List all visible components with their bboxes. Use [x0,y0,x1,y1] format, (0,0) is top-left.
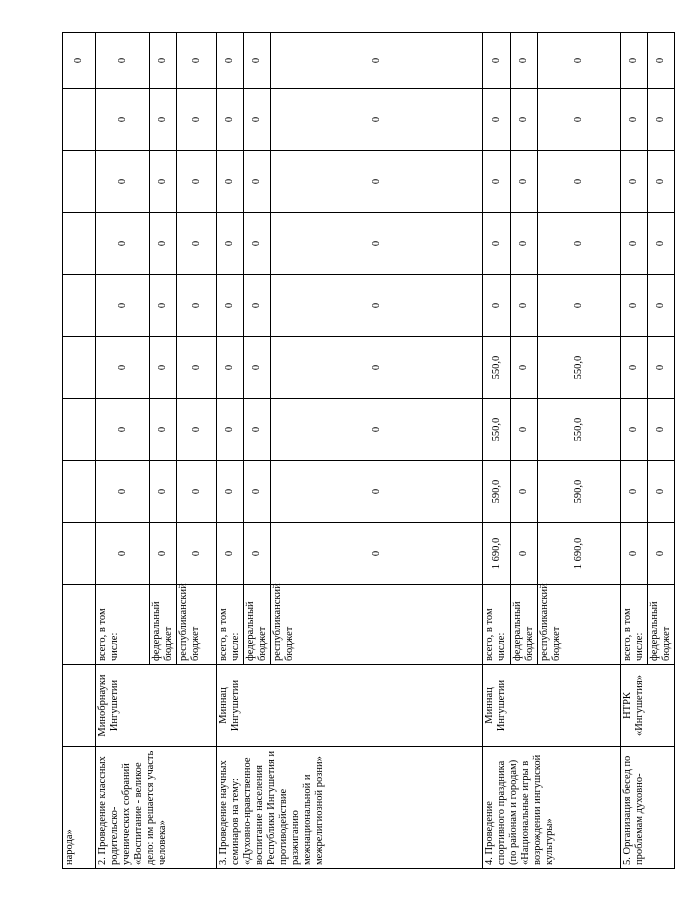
table-row [483,33,511,869]
amount-cell: 0 [621,523,648,585]
amount-cell: 0 [217,337,244,399]
amount-cell: 0 [244,213,271,275]
amount-cell: 0 [648,33,675,89]
budget-table [62,32,675,869]
table-row [217,33,244,869]
amount-cell: 0 [621,213,648,275]
funding-source-cell: всего, в том числе: [483,585,511,665]
funding-source-cell: всего, в том числе: [621,585,648,665]
funding-source-cell: республиканский бюджет [271,585,483,665]
funding-source-cell: республиканский бюджет [177,585,217,665]
amount-cell: 0 [621,89,648,151]
amount-cell: 0 [217,151,244,213]
amount-cell: 550,0 [538,337,621,399]
amount-cell: 0 [621,151,648,213]
amount-cell: 0 [150,89,177,151]
amount-cell: 0 [150,33,177,89]
table-body [63,33,675,869]
amount-cell: 0 [96,213,150,275]
table-row [63,33,96,869]
amount-cell: 0 [244,399,271,461]
amount-cell: 0 [177,337,217,399]
amount-cell [63,337,96,399]
amount-cell: 0 [271,33,483,89]
amount-cell: 0 [511,151,538,213]
amount-cell: 0 [96,151,150,213]
amount-cell: 0 [271,337,483,399]
amount-cell: 1 690,0 [538,523,621,585]
amount-cell: 0 [150,523,177,585]
amount-cell: 0 [621,33,648,89]
amount-cell: 0 [511,523,538,585]
rotated-table-wrapper [62,33,672,869]
executor-cell: Миннац Ингушетии [217,665,483,747]
executor-cell: Минобрнауки Ингушетии [96,665,217,747]
amount-cell: 0 [96,461,150,523]
amount-cell: 0 [63,33,96,89]
amount-cell: 0 [177,461,217,523]
amount-cell: 1 690,0 [483,523,511,585]
amount-cell: 0 [483,275,511,337]
table-row [621,33,648,869]
funding-source-cell: федеральный бюджет [648,585,675,665]
amount-cell: 0 [244,275,271,337]
amount-cell: 0 [96,399,150,461]
amount-cell: 0 [177,151,217,213]
amount-cell: 0 [621,337,648,399]
amount-cell: 0 [483,89,511,151]
event-name-cell: 2. Проведение классных родительско-ученических собраний «Воспитание - великое дело: им решается участь человека» [96,747,217,869]
table-row [96,33,150,869]
amount-cell: 0 [483,33,511,89]
amount-cell: 0 [244,151,271,213]
amount-cell: 0 [150,399,177,461]
amount-cell: 0 [511,337,538,399]
amount-cell [63,89,96,151]
amount-cell: 0 [96,33,150,89]
executor-cell: Миннац Ингушетии [483,665,621,747]
amount-cell: 0 [244,461,271,523]
amount-cell: 0 [538,151,621,213]
amount-cell: 0 [271,151,483,213]
amount-cell: 0 [217,461,244,523]
event-name-cell: 5. Организация бесед по проблемам духовно- [621,747,675,869]
amount-cell: 0 [271,399,483,461]
amount-cell: 0 [244,337,271,399]
amount-cell: 0 [648,523,675,585]
funding-source-cell: федеральный бюджет [244,585,271,665]
amount-cell: 0 [217,275,244,337]
amount-cell: 0 [538,213,621,275]
amount-cell: 0 [217,89,244,151]
amount-cell: 550,0 [483,337,511,399]
amount-cell: 0 [538,33,621,89]
amount-cell: 0 [648,151,675,213]
amount-cell: 550,0 [483,399,511,461]
amount-cell: 0 [271,461,483,523]
amount-cell: 0 [511,89,538,151]
funding-source-cell: федеральный бюджет [511,585,538,665]
amount-cell: 0 [217,523,244,585]
amount-cell: 0 [511,399,538,461]
amount-cell: 590,0 [538,461,621,523]
amount-cell: 0 [511,461,538,523]
funding-source-cell: республиканский бюджет [538,585,621,665]
amount-cell: 0 [648,213,675,275]
amount-cell: 0 [177,213,217,275]
amount-cell: 0 [150,337,177,399]
amount-cell: 0 [177,275,217,337]
amount-cell [63,275,96,337]
executor-cell: НТРК «Ингушетия» [621,665,675,747]
amount-cell: 0 [271,523,483,585]
amount-cell: 0 [244,523,271,585]
amount-cell: 0 [648,89,675,151]
amount-cell: 0 [150,213,177,275]
amount-cell [63,213,96,275]
amount-cell: 0 [217,399,244,461]
amount-cell: 0 [621,275,648,337]
funding-source-cell: федеральный бюджет [150,585,177,665]
amount-cell: 0 [621,399,648,461]
amount-cell: 0 [648,337,675,399]
amount-cell: 0 [150,151,177,213]
event-name-cell: народа» [63,747,96,869]
amount-cell: 0 [538,89,621,151]
amount-cell: 0 [177,523,217,585]
executor-cell [63,665,96,747]
amount-cell: 0 [244,33,271,89]
amount-cell: 0 [538,275,621,337]
event-name-cell: 3. Проведение научных семинаров на тему: «Духовно-нравственное воспитание населения Республики Ингушетия и противодействие разжиганию межнациональной и межрелигиозной розни» [217,747,483,869]
amount-cell: 590,0 [483,461,511,523]
amount-cell: 0 [271,213,483,275]
amount-cell: 0 [511,213,538,275]
event-name-cell: 4. Проведение спортивного праздника (по районам и городам) «Национальные игры в возрождении ингушской культуры» [483,747,621,869]
amount-cell: 0 [483,151,511,213]
amount-cell: 0 [648,275,675,337]
amount-cell: 0 [96,89,150,151]
amount-cell: 0 [150,275,177,337]
amount-cell: 0 [217,213,244,275]
amount-cell: 0 [648,461,675,523]
amount-cell: 0 [648,399,675,461]
amount-cell: 0 [150,461,177,523]
amount-cell: 0 [217,33,244,89]
amount-cell: 0 [96,523,150,585]
amount-cell: 0 [271,275,483,337]
amount-cell: 0 [177,399,217,461]
amount-cell [63,461,96,523]
amount-cell: 0 [511,275,538,337]
amount-cell: 550,0 [538,399,621,461]
amount-cell: 0 [177,89,217,151]
amount-cell [63,151,96,213]
funding-source-cell: всего, в том числе: [96,585,150,665]
funding-source-cell [63,585,96,665]
amount-cell [63,399,96,461]
amount-cell: 0 [244,89,271,151]
amount-cell: 0 [621,461,648,523]
amount-cell: 0 [271,89,483,151]
amount-cell: 0 [96,275,150,337]
amount-cell: 0 [483,213,511,275]
amount-cell: 0 [96,337,150,399]
amount-cell [63,523,96,585]
funding-source-cell: всего, в том числе: [217,585,244,665]
amount-cell: 0 [177,33,217,89]
amount-cell: 0 [511,33,538,89]
